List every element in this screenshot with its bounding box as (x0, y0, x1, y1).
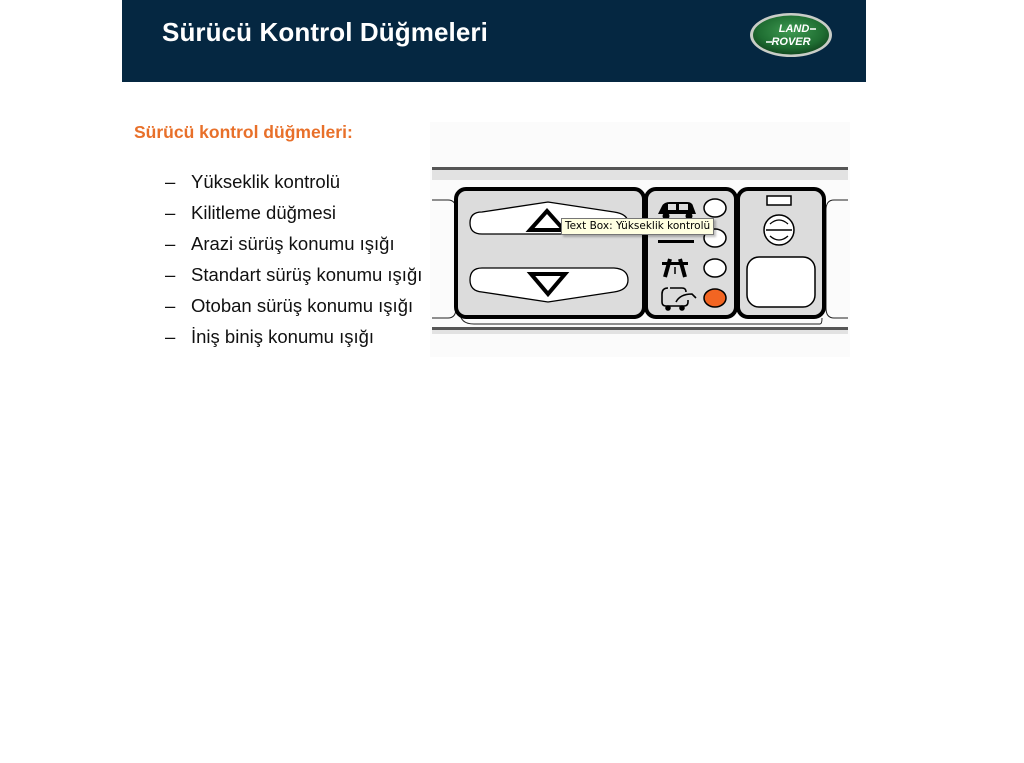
land-rover-logo-icon (749, 12, 833, 58)
bullet-dash: – (165, 202, 176, 223)
lock-button[interactable] (747, 257, 815, 307)
mode-indicator-panel (646, 189, 736, 317)
list-item-label: Otoban sürüş konumu ışığı (191, 295, 414, 316)
list-item-label: İniş biniş konumu ışığı (191, 326, 375, 347)
list-item-label: Kilitleme düğmesi (191, 202, 336, 223)
standard-car-icon (658, 240, 694, 243)
list-item (165, 199, 425, 227)
svg-text:ROVER: ROVER (771, 36, 811, 48)
list-item-label: Yükseklik kontrolü (191, 171, 341, 192)
list-item-label: Arazi sürüş konumu ışığı (191, 233, 395, 254)
bullet-dash: – (165, 264, 176, 285)
bullet-dash: – (165, 295, 176, 316)
lock-icon (764, 215, 794, 245)
offroad-indicator-led (704, 199, 726, 217)
list-item (165, 168, 425, 196)
bullet-dash: – (165, 233, 176, 254)
list-item-label: Standart sürüş konumu ışığı (191, 264, 423, 285)
slide-title: Sürücü Kontrol Düğmeleri (162, 17, 488, 47)
bullet-dash: – (165, 326, 176, 347)
motorway-indicator-led (704, 259, 726, 277)
svg-text:LAND: LAND (778, 23, 810, 35)
access-height-indicator-led (704, 289, 726, 307)
tooltip: Text Box: Yükseklik kontrolü (561, 218, 714, 235)
list-item (165, 261, 425, 289)
lock-indicator-led (767, 196, 791, 205)
slide-header (122, 0, 866, 82)
lock-button-panel (738, 189, 824, 317)
list-item (165, 230, 425, 258)
list-item (165, 292, 425, 320)
list-item (165, 323, 425, 351)
driver-control-panel-figure[interactable] (430, 122, 850, 357)
section-subtitle: Sürücü kontrol düğmeleri: (134, 122, 353, 142)
bullet-dash: – (165, 171, 176, 192)
bullet-list (165, 168, 425, 354)
